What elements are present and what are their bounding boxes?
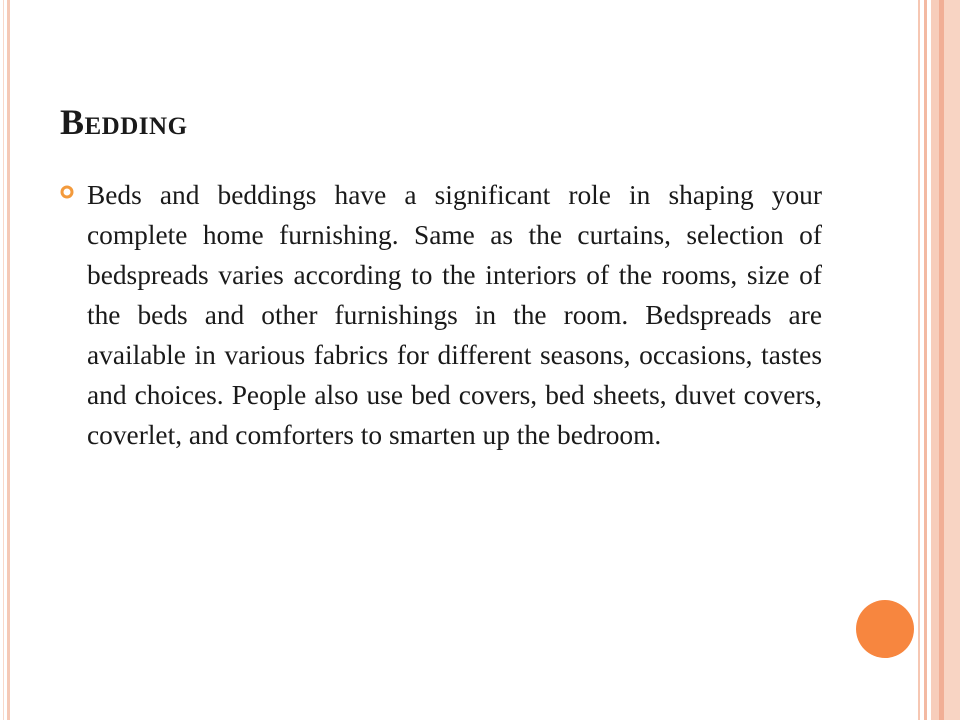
right-band-stripe	[931, 0, 939, 720]
right-band-stripe	[918, 0, 920, 720]
circle-bullet-icon	[60, 185, 74, 199]
left-frame-line	[7, 0, 10, 720]
slide-title: Bedding	[60, 102, 188, 142]
right-band-stripe	[924, 0, 927, 720]
bullet-item	[60, 175, 822, 455]
right-band-stripe	[944, 0, 960, 720]
bullet-text: Beds and beddings have a significant role in shaping your complete home furnishing. Same as the curtains, selection of bedspreads varies according to the interiors of the rooms, size of the beds and other furnishings in the room. Bedspreads are available in various fabrics for different seasons, occasions, tastes and choices. People also use bed covers, bed sheets, duvet covers, coverlet, and comforters to smarten up the bedroom.	[87, 180, 822, 450]
left-frame-line-outer	[3, 0, 4, 720]
bullet-list	[60, 175, 822, 455]
orange-circle-icon	[856, 600, 914, 658]
